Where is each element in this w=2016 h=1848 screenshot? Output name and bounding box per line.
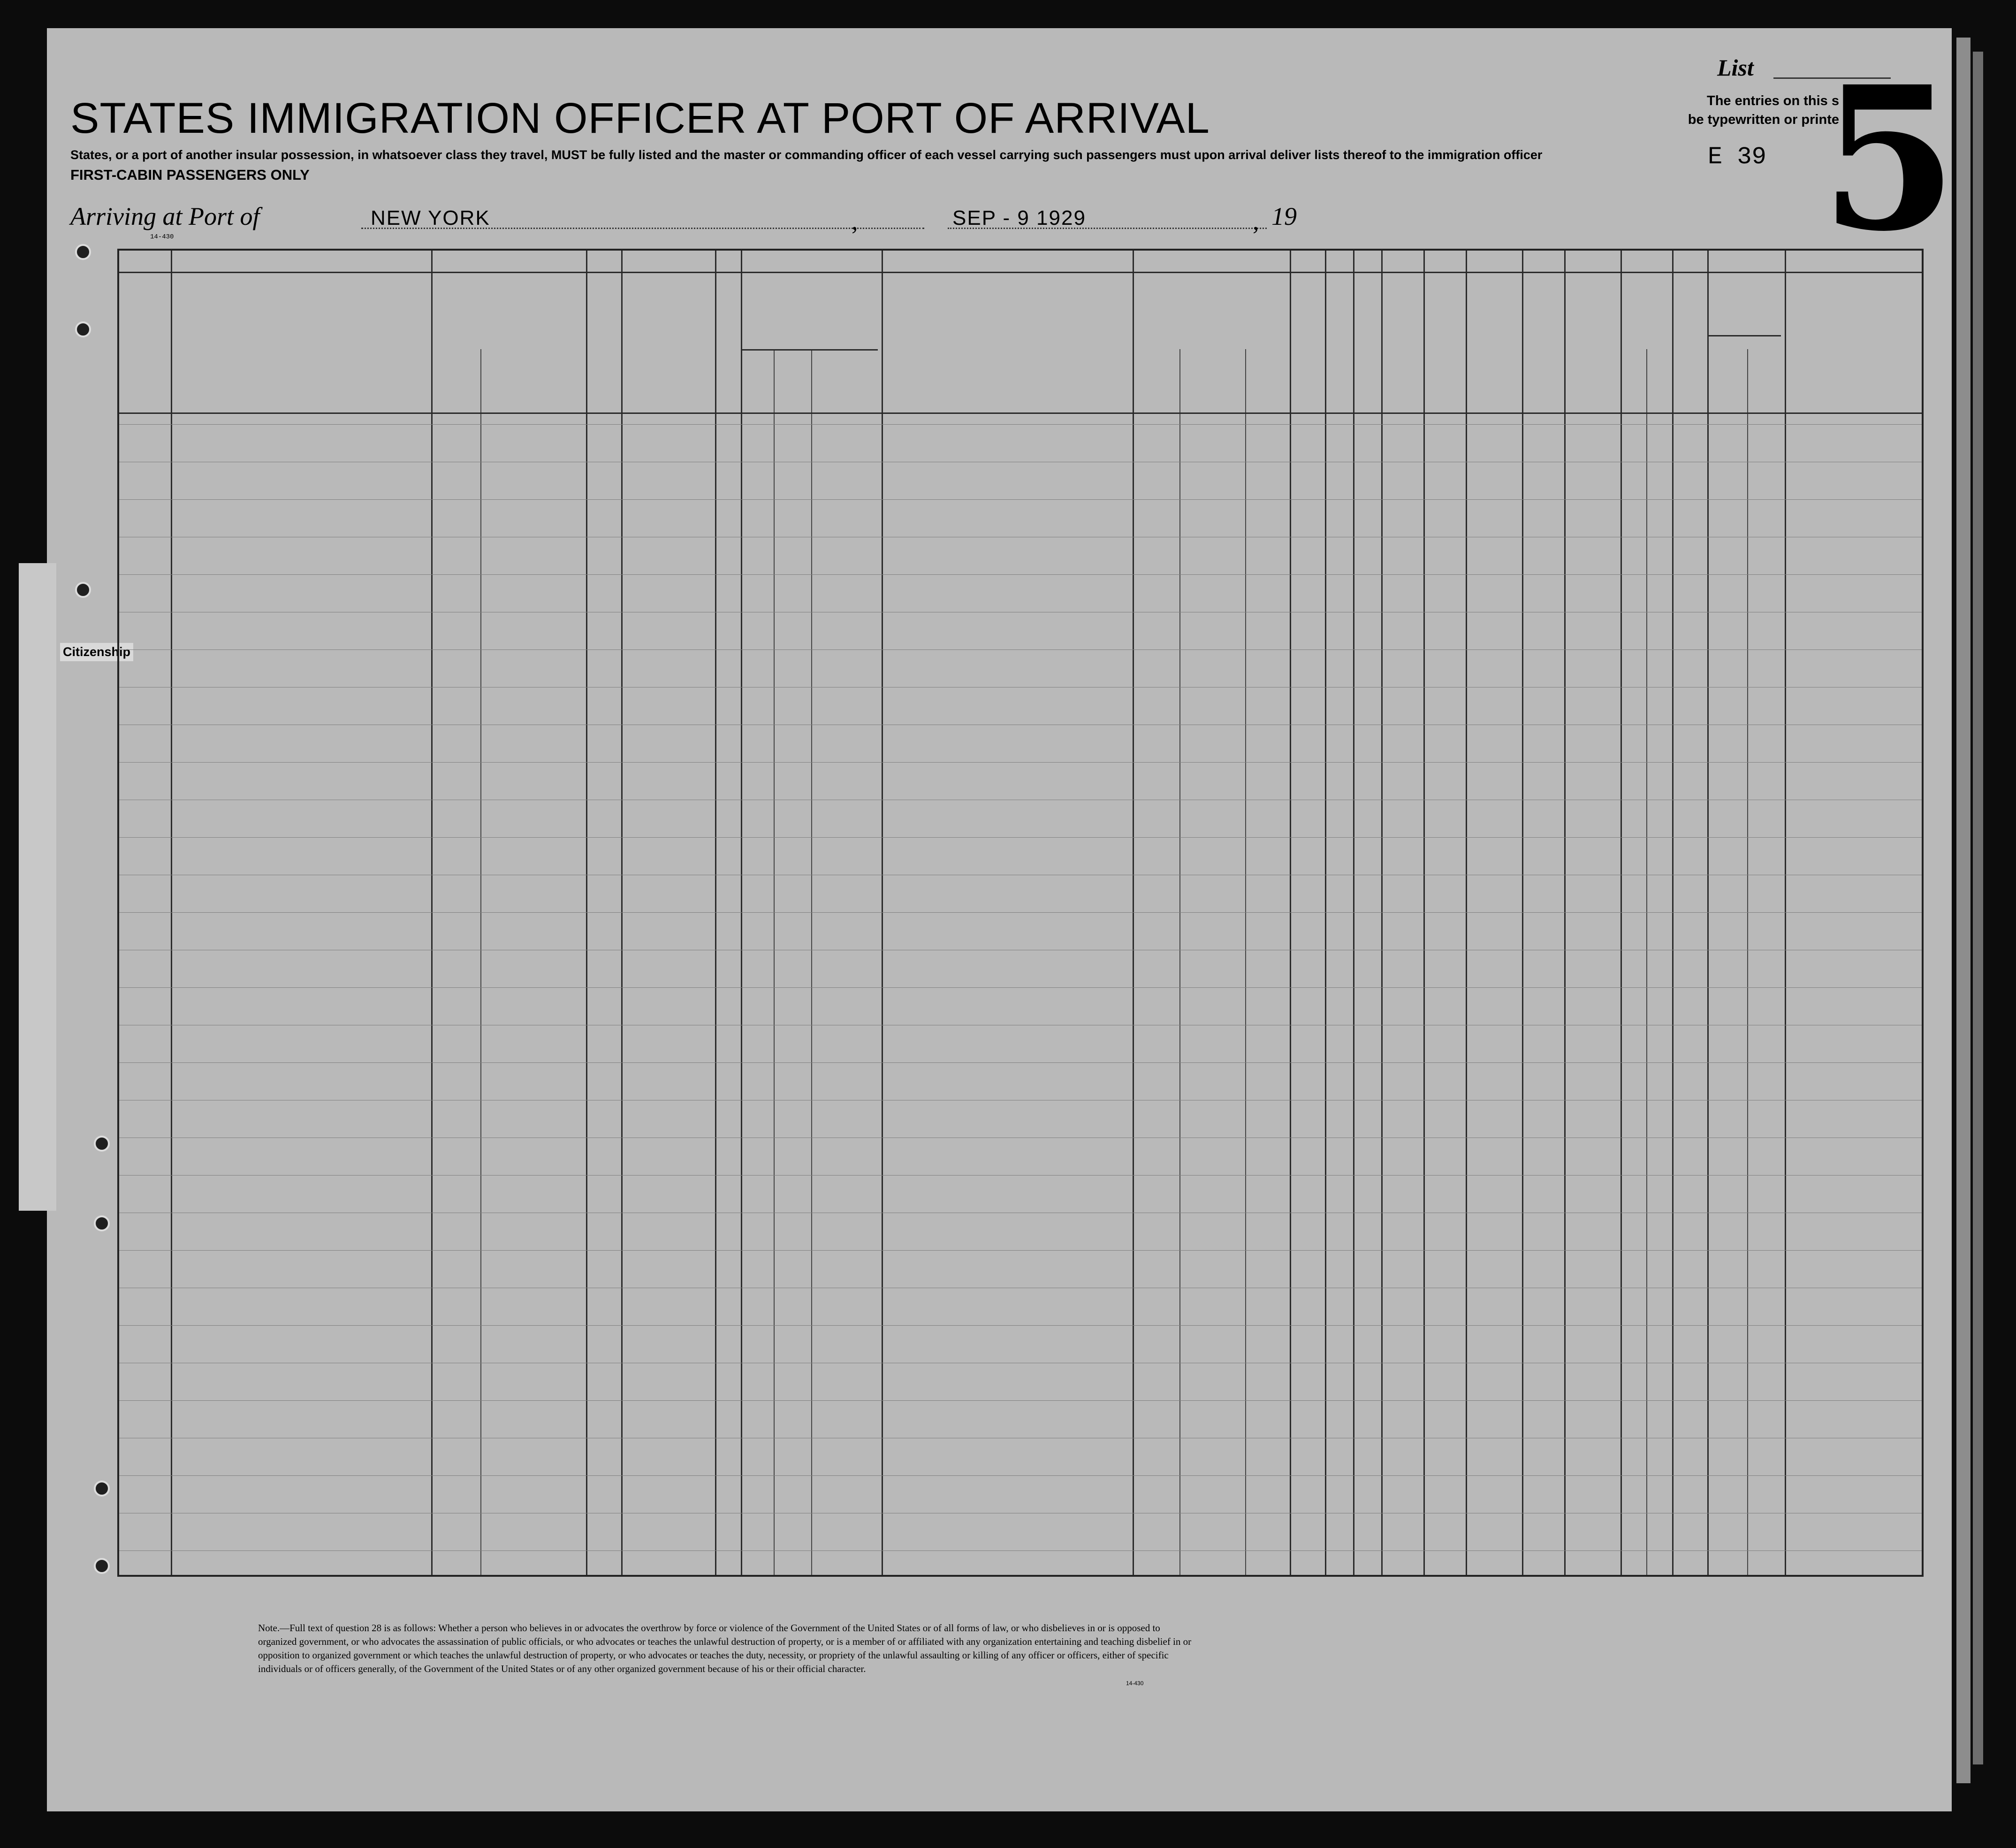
column-rule	[1620, 251, 1622, 1575]
column-rule	[715, 251, 716, 1575]
column-rule	[1133, 251, 1134, 1575]
column-heading	[1426, 295, 1463, 408]
row-rule	[119, 987, 1922, 988]
binding-hole-icon	[94, 1136, 110, 1152]
column-rule	[480, 349, 481, 1575]
header-rule	[119, 272, 1922, 273]
row-rule	[119, 1550, 1922, 1551]
column-rule	[1423, 251, 1425, 1575]
comma: ,	[1253, 207, 1259, 235]
column-rule	[171, 251, 172, 1575]
list-label: List	[1717, 54, 1754, 81]
column-heading	[717, 295, 738, 408]
sheet-number: 5	[1820, 44, 1958, 275]
column-rule	[431, 251, 433, 1575]
arriving-label: Arriving at Port of	[70, 202, 260, 230]
page-edge	[1956, 38, 1970, 1783]
entries-note-line: be typewritten or printe	[1688, 112, 1839, 127]
row-rule	[119, 574, 1922, 575]
column-rule	[1179, 349, 1180, 1575]
row-rule	[119, 424, 1922, 425]
column-rule	[1785, 251, 1786, 1575]
header-rule	[119, 412, 1922, 414]
form-title: STATES IMMIGRATION OFFICER AT PORT OF ARRIVAL	[70, 94, 1210, 142]
binding-hole-icon	[75, 321, 91, 337]
entries-note	[1670, 92, 1839, 129]
column-rule	[586, 251, 587, 1575]
port-of-arrival: NEW YORK	[371, 206, 490, 229]
column-rule	[1646, 349, 1647, 1575]
row-rule	[119, 837, 1922, 838]
column-heading	[591, 295, 618, 408]
row-rule	[119, 912, 1922, 913]
row-rule	[119, 1400, 1922, 1401]
comma: ,	[852, 207, 858, 235]
form-instructions: States, or a port of another insular possession, in whatsoever class they travel, MUST be fully listed and the master or commanding officer of each vessel carrying such passengers must upon arrival deliver lists thereof to the immigration officer	[70, 148, 1543, 162]
column-heading	[1357, 295, 1379, 408]
row-rule	[119, 499, 1922, 500]
column-rule	[1522, 251, 1523, 1575]
column-rule	[1564, 251, 1566, 1575]
column-rule	[1290, 251, 1291, 1575]
form-code: 14-430	[150, 233, 174, 241]
row-rule	[119, 1062, 1922, 1063]
column-rule	[1747, 349, 1748, 1575]
page-edge	[1973, 52, 1983, 1764]
margin-strip	[19, 563, 56, 1211]
column-rule	[1672, 251, 1674, 1575]
passenger-class: FIRST-CABIN PASSENGERS ONLY	[70, 167, 310, 183]
column-rule	[774, 349, 775, 1575]
column-rule	[621, 251, 623, 1575]
column-rule	[1466, 251, 1467, 1575]
binding-hole-icon	[94, 1481, 110, 1497]
column-rule	[1353, 251, 1354, 1575]
column-heading	[1248, 295, 1287, 408]
book-code: E 39	[1708, 143, 1766, 171]
row-rule	[119, 1475, 1922, 1476]
column-heading	[1292, 295, 1323, 408]
row-rule	[119, 1325, 1922, 1326]
year-prefix: 19	[1271, 202, 1297, 230]
column-rule	[1325, 251, 1326, 1575]
binding-hole-icon	[94, 1215, 110, 1231]
column-heading	[1384, 295, 1421, 408]
column-heading	[1469, 295, 1516, 408]
column-heading	[1135, 295, 1177, 408]
arrival-date: SEP - 9 1929	[952, 206, 1086, 229]
binding-hole-icon	[94, 1558, 110, 1574]
column-rule	[741, 251, 742, 1575]
column-rule	[1245, 349, 1246, 1575]
row-rule	[119, 649, 1922, 650]
header-rule	[1707, 335, 1781, 336]
citizenship-tab: Citizenship	[60, 643, 133, 661]
binding-hole-icon	[75, 244, 91, 260]
column-rule	[1381, 251, 1383, 1575]
column-rule	[811, 349, 812, 1575]
footnote: Note.—Full text of question 28 is as follows: Whether a person who believes in or advocates the overthrow by force or violence of the Government of the United States or of all forms of law, or who disbelieves in or is opposed to organized government, or who advocates the assassination of public officials, or who advocates or teaches the unlawful destruction of property, or is a member of or affiliated with any organization entertaining and teaching disbelief in or opposition to organized government or which teaches the unlawful destruction of property, or who advocates or teaches the duty, necessity, or propriety of the unlawful assaulting or killing of any officer or officers, either of specific individuals or of officers generally, of the Government of the United States or of any other organized government because of his or their official character.	[258, 1622, 1192, 1674]
column-rule	[882, 251, 883, 1575]
column-heading	[1182, 295, 1243, 408]
manifest-table	[117, 249, 1924, 1577]
arrival-line	[70, 202, 1297, 235]
column-rule	[1707, 251, 1709, 1575]
header-rule	[741, 349, 878, 351]
row-rule	[119, 1250, 1922, 1251]
footnote-code: 14-430	[1126, 1680, 1144, 1687]
entries-note-line: The entries on this s	[1707, 93, 1839, 108]
row-rule	[119, 762, 1922, 763]
column-heading	[1329, 295, 1351, 408]
binding-hole-icon	[75, 582, 91, 598]
row-rule	[119, 1175, 1922, 1176]
